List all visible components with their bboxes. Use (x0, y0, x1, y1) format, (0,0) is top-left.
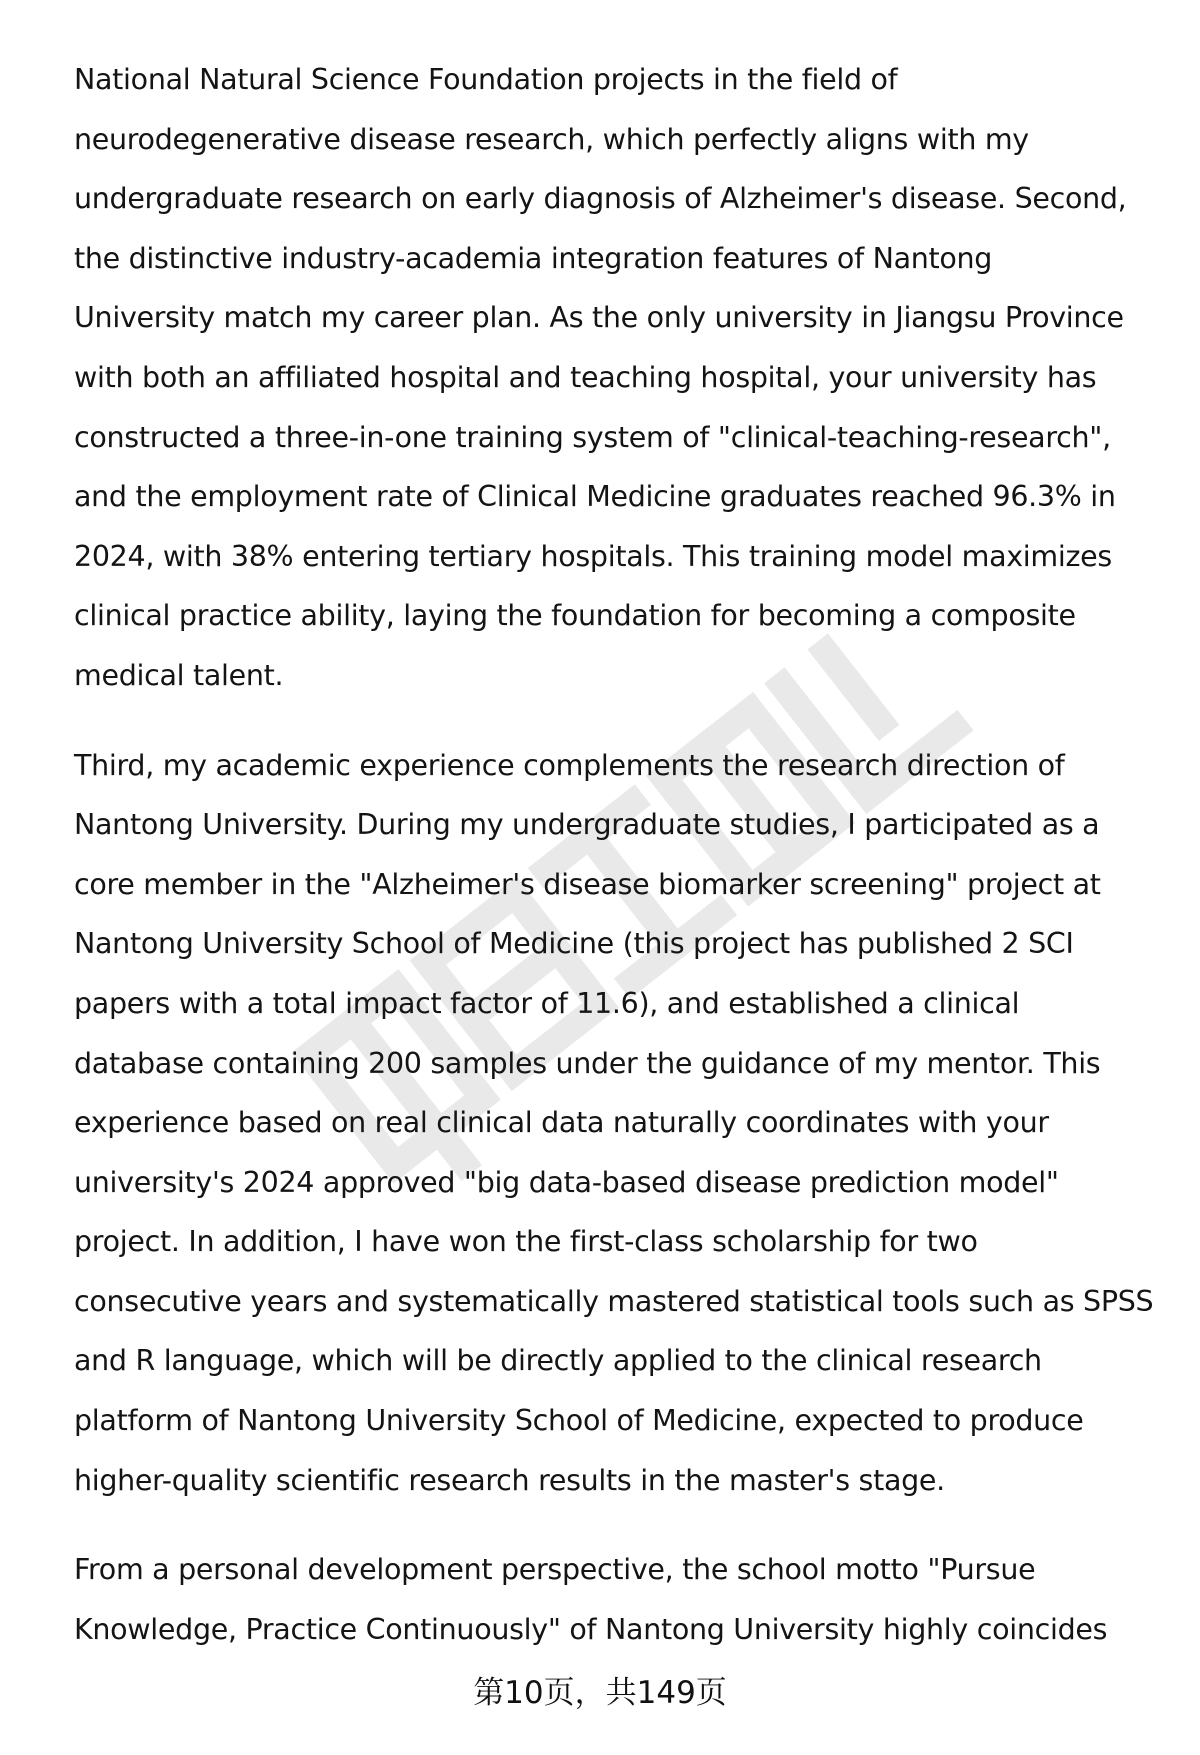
text-line: experience based on real clinical data naturally coordinates with your (74, 1106, 1049, 1140)
text-line: 2024, with 38% entering tertiary hospitals. This training model maximizes (74, 539, 1112, 573)
text-line: higher-quality scientific research results in the master's stage. (74, 1463, 945, 1497)
text-line: project. In addition, I have won the first-class scholarship for two (74, 1225, 978, 1259)
text-line: core member in the "Alzheimer's disease biomarker screening" project at (74, 867, 1101, 901)
paragraph (74, 50, 1154, 706)
text-line: medical talent. (74, 658, 284, 692)
text-line: Nantong University School of Medicine (this project has published 2 SCI (74, 927, 1074, 961)
text-line: and R language, which will be directly applied to the clinical research (74, 1344, 1042, 1378)
paragraph (74, 1540, 1154, 1659)
document-body (74, 50, 1154, 1659)
text-line: University match my career plan. As the only university in Jiangsu Province (74, 301, 1124, 335)
text-line: and the employment rate of Clinical Medicine graduates reached 96.3% in (74, 480, 1116, 514)
text-line: Third, my academic experience complements the research direction of (74, 748, 1065, 782)
text-line: university's 2024 approved "big data-based disease prediction model" (74, 1165, 1059, 1199)
text-line: neurodegenerative disease research, which perfectly aligns with my (74, 122, 1029, 156)
text-line: consecutive years and systematically mastered statistical tools such as SPSS (74, 1284, 1154, 1318)
text-line: constructed a three-in-one training system of "clinical-teaching-research", (74, 420, 1111, 454)
paragraph (74, 736, 1154, 1511)
text-line: platform of Nantong University School of Medicine, expected to produce (74, 1404, 1084, 1438)
page-number-footer: 第10页，共149页 (473, 1675, 727, 1711)
text-line: National Natural Science Foundation projects in the field of (74, 63, 898, 96)
text-line: the distinctive industry-academia integration features of Nantong (74, 241, 993, 275)
text-line: with both an affiliated hospital and teaching hospital, your university has (74, 360, 1097, 394)
text-line: undergraduate research on early diagnosis of Alzheimer's disease. Second, (74, 182, 1127, 216)
text-line: Knowledge, Practice Continuously" of Nantong University highly coincides (74, 1612, 1108, 1646)
text-line: clinical practice ability, laying the foundation for becoming a composite (74, 599, 1076, 633)
text-line: database containing 200 samples under the guidance of my mentor. This (74, 1046, 1101, 1080)
text-line: papers with a total impact factor of 11.6), and established a clinical (74, 986, 1020, 1020)
text-line: Nantong University. During my undergraduate studies, I participated as a (74, 808, 1100, 842)
text-line: From a personal development perspective, the school motto "Pursue (74, 1553, 1036, 1587)
